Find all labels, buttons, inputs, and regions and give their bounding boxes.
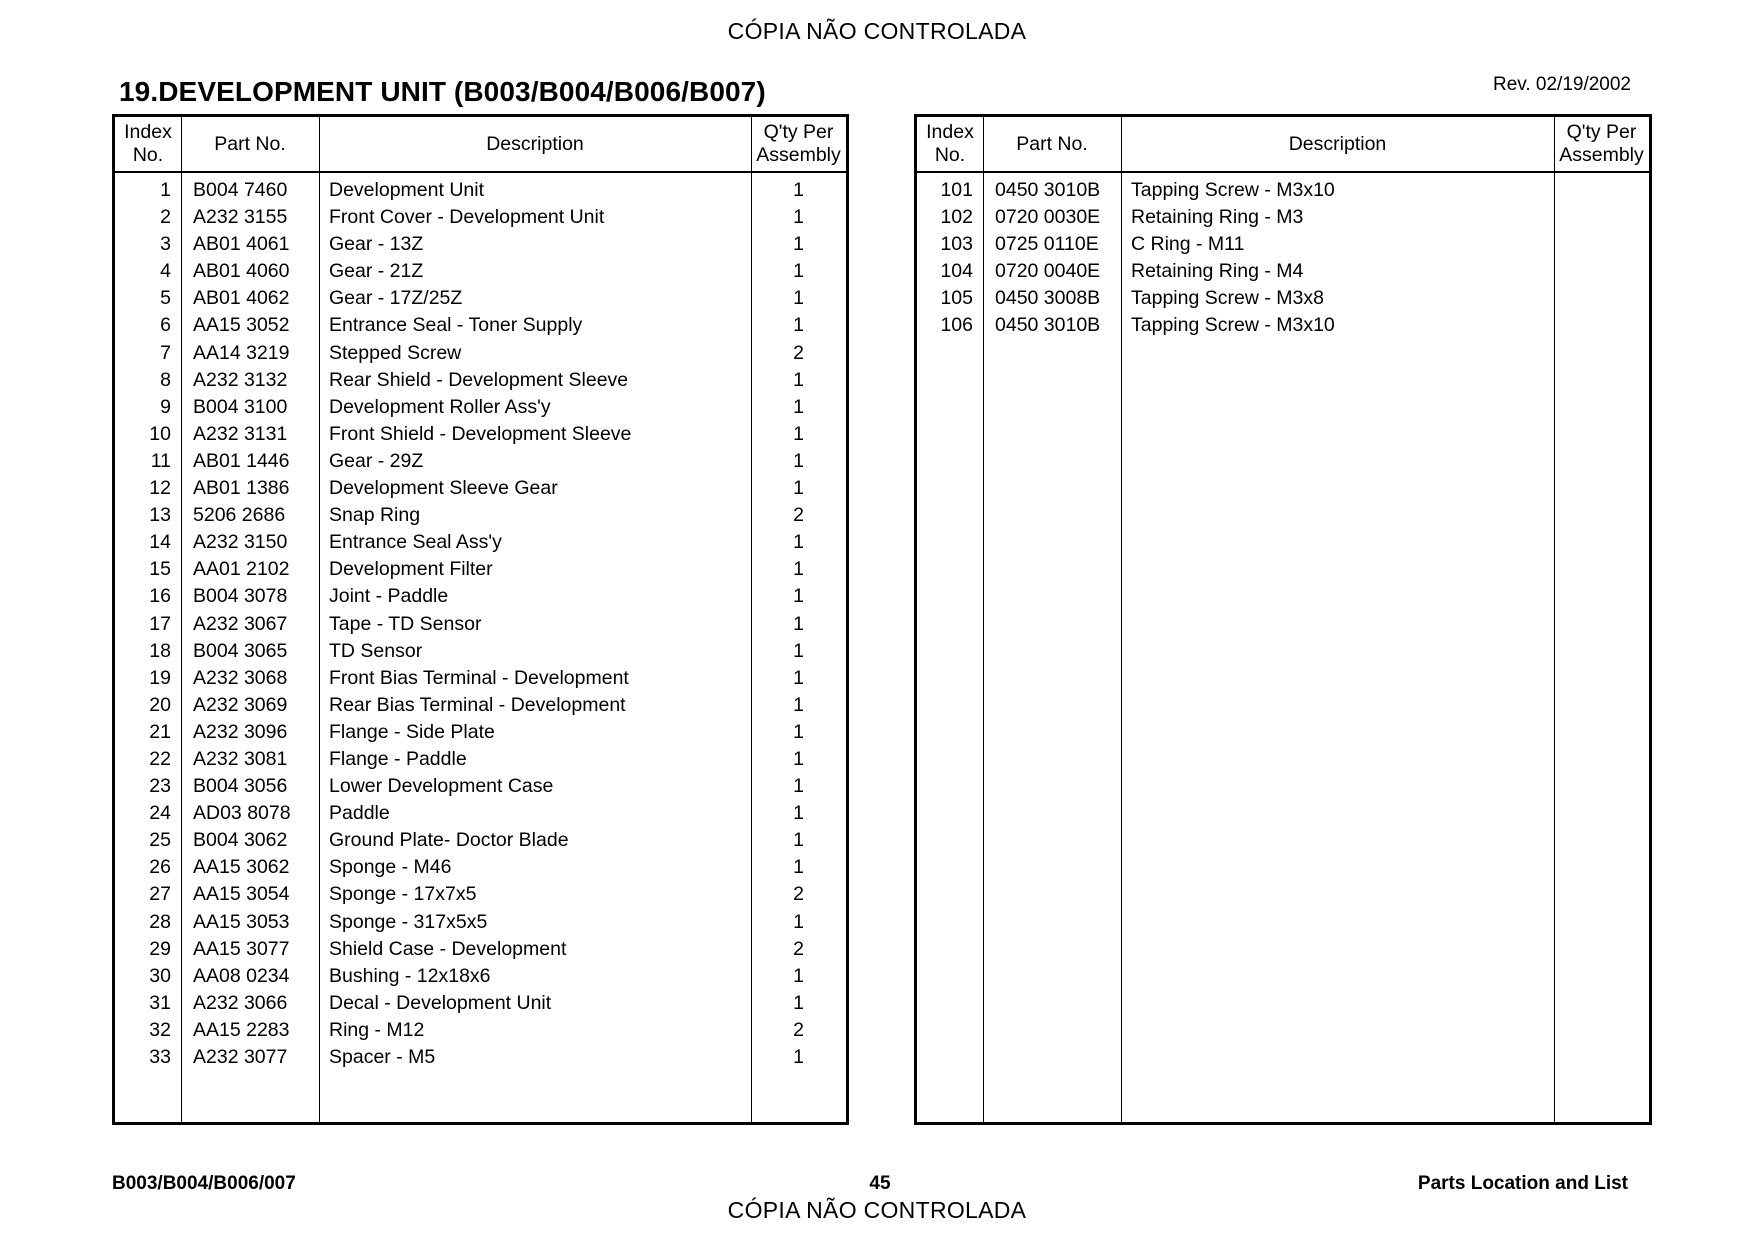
table-row — [115, 231, 846, 258]
cell-description: Sponge - M46 — [329, 856, 452, 879]
cell-index: 12 — [149, 477, 171, 500]
cell-qty: 1 — [793, 829, 804, 852]
header-part-no: Part No. — [1016, 132, 1088, 155]
cell-index: 102 — [940, 206, 973, 229]
cell-part-no: AA08 0234 — [193, 964, 290, 987]
cell-description: Tapping Screw - M3x10 — [1131, 179, 1335, 201]
cell-description: Front Cover - Development Unit — [329, 206, 605, 229]
cell-part-no: AA15 3052 — [193, 314, 290, 337]
cell-description: Flange - Paddle — [329, 747, 467, 770]
cell-index: 4 — [160, 260, 171, 283]
cell-part-no: A232 3077 — [193, 1046, 288, 1068]
table-row — [115, 692, 846, 719]
header-index: Index No. — [926, 121, 974, 166]
cell-index: 5 — [160, 287, 171, 310]
cell-part-no: B004 3065 — [193, 639, 288, 662]
cell-qty: 1 — [793, 585, 804, 608]
cell-qty: 1 — [793, 964, 804, 987]
table-row — [115, 258, 846, 285]
cell-qty: 1 — [793, 179, 804, 201]
cell-description: Snap Ring — [329, 504, 421, 527]
cell-description: Joint - Paddle — [329, 585, 449, 608]
cell-qty: 1 — [793, 856, 804, 879]
uncontrolled-copy-stamp-bottom: CÓPIA NÃO CONTROLADA — [727, 1197, 1027, 1223]
table-row — [115, 556, 846, 583]
revision-date: Rev. 02/19/2002 — [1492, 74, 1631, 95]
cell-index: 33 — [149, 1046, 171, 1068]
cell-part-no: 0720 0030E — [995, 206, 1101, 229]
cell-part-no: A232 3132 — [193, 368, 288, 391]
table-row — [115, 475, 846, 502]
table-row — [115, 529, 846, 556]
cell-description: Development Unit — [329, 179, 484, 201]
header-description: Description — [1288, 132, 1387, 155]
cell-description: Gear - 17Z/25Z — [329, 287, 463, 310]
cell-description: Rear Shield - Development Sleeve — [329, 368, 629, 391]
cell-description: Ground Plate- Doctor Blade — [329, 829, 569, 852]
cell-qty: 1 — [793, 802, 804, 825]
cell-index: 11 — [150, 449, 171, 472]
cell-description: Sponge - 317x5x5 — [329, 910, 488, 933]
cell-qty: 2 — [793, 883, 804, 906]
cell-part-no: 0725 0110E — [995, 233, 1099, 256]
cell-qty: 1 — [793, 747, 804, 770]
cell-index: 20 — [149, 693, 171, 716]
cell-description: Stepped Screw — [329, 341, 462, 364]
cell-part-no: 5206 2686 — [193, 504, 286, 527]
cell-part-no: B004 3078 — [193, 585, 288, 608]
header-index: Index No. — [124, 121, 172, 166]
cell-index: 18 — [149, 639, 171, 662]
table-row — [917, 231, 1649, 258]
cell-qty: 1 — [793, 422, 804, 445]
cell-description: Gear - 29Z — [329, 449, 424, 472]
footer-page-number: 45 — [869, 1173, 891, 1194]
cell-part-no: B004 3062 — [193, 829, 288, 852]
cell-description: Lower Development Case — [329, 775, 554, 798]
cell-part-no: B004 7460 — [193, 179, 288, 201]
table-row — [115, 854, 846, 881]
table-row — [115, 719, 846, 746]
cell-qty: 1 — [793, 910, 804, 933]
cell-part-no: 0450 3010B — [995, 314, 1101, 337]
cell-description: Front Bias Terminal - Development — [329, 666, 629, 689]
table-row — [115, 773, 846, 800]
cell-qty: 1 — [793, 775, 804, 798]
header-description: Description — [486, 132, 584, 155]
table-row — [917, 285, 1649, 312]
table-row — [917, 204, 1649, 231]
table-row — [115, 800, 846, 827]
cell-description: Paddle — [329, 802, 390, 825]
cell-index: 8 — [160, 368, 171, 391]
cell-part-no: AA01 2102 — [193, 558, 290, 581]
cell-qty: 1 — [793, 395, 804, 418]
cell-qty: 1 — [793, 449, 804, 472]
cell-index: 7 — [160, 341, 171, 364]
cell-qty: 1 — [793, 666, 804, 689]
cell-description: Ring - M12 — [329, 1018, 425, 1041]
cell-part-no: AB01 4062 — [193, 287, 290, 310]
cell-qty: 2 — [793, 1018, 804, 1041]
cell-index: 25 — [149, 829, 171, 852]
cell-index: 103 — [940, 233, 973, 256]
table-row — [115, 665, 846, 692]
cell-part-no: A232 3155 — [193, 206, 288, 229]
table-row — [115, 1044, 846, 1071]
cell-description: Tape - TD Sensor — [329, 612, 482, 635]
cell-index: 19 — [149, 666, 171, 689]
cell-index: 21 — [149, 720, 171, 743]
cell-part-no: B004 3100 — [193, 395, 288, 418]
cell-part-no: AB01 1446 — [193, 449, 290, 472]
cell-index: 2 — [160, 206, 171, 229]
cell-index: 101 — [940, 179, 973, 201]
cell-qty: 2 — [793, 341, 804, 364]
cell-index: 15 — [149, 558, 171, 581]
table-row — [115, 963, 846, 990]
table-row — [115, 340, 846, 367]
cell-index: 30 — [149, 964, 171, 987]
table-row — [115, 177, 846, 204]
cell-qty: 2 — [793, 937, 804, 960]
cell-part-no: A232 3068 — [193, 666, 288, 689]
cell-index: 6 — [160, 314, 171, 337]
cell-part-no: 0450 3008B — [995, 287, 1101, 310]
table-rows — [917, 177, 1649, 340]
table-row — [115, 204, 846, 231]
cell-index: 28 — [149, 910, 171, 933]
cell-index: 9 — [160, 395, 171, 418]
cell-index: 29 — [149, 937, 171, 960]
footer-section: Parts Location and List — [1417, 1173, 1628, 1194]
table-row — [115, 746, 846, 773]
cell-description: Gear - 21Z — [329, 260, 424, 283]
cell-index: 17 — [149, 612, 171, 635]
cell-part-no: AD03 8078 — [193, 802, 291, 825]
cell-part-no: AB01 1386 — [193, 477, 290, 500]
cell-qty: 1 — [793, 260, 804, 283]
cell-part-no: A232 3066 — [193, 991, 288, 1014]
cell-description: Tapping Screw - M3x8 — [1131, 287, 1324, 310]
cell-description: TD Sensor — [329, 639, 423, 662]
cell-index: 32 — [149, 1018, 171, 1041]
cell-part-no: AB01 4061 — [193, 233, 290, 256]
cell-qty: 1 — [793, 314, 804, 337]
cell-part-no: A232 3150 — [193, 531, 288, 554]
cell-description: Retaining Ring - M4 — [1131, 260, 1304, 283]
cell-index: 14 — [149, 531, 171, 554]
cell-index: 27 — [149, 883, 171, 906]
cell-qty: 1 — [793, 991, 804, 1014]
table-row — [115, 448, 846, 475]
cell-qty: 1 — [793, 233, 804, 256]
cell-index: 10 — [149, 422, 171, 445]
table-row — [115, 583, 846, 610]
cell-index: 26 — [149, 856, 171, 879]
cell-description: C Ring - M11 — [1131, 233, 1245, 256]
cell-qty: 1 — [793, 531, 804, 554]
cell-index: 31 — [149, 991, 171, 1014]
cell-qty: 1 — [793, 612, 804, 635]
table-row — [917, 312, 1649, 339]
cell-part-no: 0720 0040E — [995, 260, 1101, 283]
cell-part-no: 0450 3010B — [995, 179, 1101, 201]
cell-qty: 1 — [793, 720, 804, 743]
cell-part-no: A232 3067 — [193, 612, 288, 635]
cell-index: 13 — [149, 504, 171, 527]
table-row — [115, 611, 846, 638]
table-row — [115, 421, 846, 448]
cell-qty: 1 — [793, 287, 804, 310]
cell-description: Gear - 13Z — [329, 233, 424, 256]
header-qty: Q'ty Per Assembly — [756, 121, 841, 166]
table-row — [917, 177, 1649, 204]
cell-part-no: AA15 3054 — [193, 883, 290, 906]
cell-index: 23 — [149, 775, 171, 798]
cell-description: Rear Bias Terminal - Development — [329, 693, 626, 716]
cell-description: Front Shield - Development Sleeve — [329, 422, 632, 445]
header-qty: Q'ty Per Assembly — [1559, 121, 1644, 166]
cell-index: 1 — [160, 179, 171, 201]
cell-description: Development Roller Ass'y — [329, 395, 551, 418]
table-row — [115, 394, 846, 421]
cell-part-no: A232 3131 — [193, 422, 288, 445]
parts-table-right — [914, 114, 1652, 1125]
cell-description: Entrance Seal Ass'y — [329, 531, 502, 554]
cell-part-no: B004 3056 — [193, 775, 288, 798]
cell-part-no: A232 3081 — [193, 747, 288, 770]
table-row — [115, 638, 846, 665]
cell-part-no: A232 3069 — [193, 693, 288, 716]
table-row — [115, 827, 846, 854]
table-row — [115, 909, 846, 936]
table-row — [115, 312, 846, 339]
table-row — [115, 502, 846, 529]
cell-index: 104 — [940, 260, 973, 283]
cell-description: Entrance Seal - Toner Supply — [329, 314, 583, 337]
cell-index: 3 — [160, 233, 171, 256]
cell-description: Development Sleeve Gear — [329, 477, 558, 500]
cell-index: 22 — [149, 747, 171, 770]
cell-description: Decal - Development Unit — [329, 991, 552, 1014]
table-row — [115, 990, 846, 1017]
parts-table-left — [112, 114, 849, 1125]
cell-description: Shield Case - Development — [329, 937, 567, 960]
table-row — [115, 936, 846, 963]
cell-description: Development Filter — [329, 558, 493, 581]
cell-index: 105 — [940, 287, 973, 310]
cell-description: Sponge - 17x7x5 — [329, 883, 477, 906]
table-row — [115, 1017, 846, 1044]
cell-qty: 1 — [793, 558, 804, 581]
cell-part-no: AA15 3053 — [193, 910, 290, 933]
cell-part-no: AA14 3219 — [193, 341, 290, 364]
table-row — [917, 258, 1649, 285]
cell-qty: 1 — [793, 368, 804, 391]
table-row — [115, 285, 846, 312]
footer-model: B003/B004/B006/007 — [112, 1173, 296, 1194]
uncontrolled-copy-stamp-top: CÓPIA NÃO CONTROLADA — [727, 18, 1027, 44]
table-rows — [115, 177, 846, 1071]
cell-description: Spacer - M5 — [329, 1046, 436, 1068]
cell-index: 24 — [149, 802, 171, 825]
cell-description: Flange - Side Plate — [329, 720, 495, 743]
cell-qty: 1 — [793, 477, 804, 500]
page-title: 19.DEVELOPMENT UNIT (B003/B004/B006/B007) — [119, 76, 766, 107]
cell-qty: 1 — [793, 693, 804, 716]
cell-description: Retaining Ring - M3 — [1131, 206, 1304, 229]
header-divider — [917, 171, 1649, 173]
cell-qty: 1 — [793, 206, 804, 229]
cell-part-no: AA15 3077 — [193, 937, 290, 960]
cell-part-no: AA15 2283 — [193, 1018, 290, 1041]
header-divider — [115, 171, 846, 173]
cell-description: Bushing - 12x18x6 — [329, 964, 491, 987]
cell-qty: 2 — [793, 504, 804, 527]
cell-description: Tapping Screw - M3x10 — [1131, 314, 1335, 337]
cell-part-no: A232 3096 — [193, 720, 288, 743]
cell-qty: 1 — [793, 639, 804, 662]
header-part-no: Part No. — [214, 132, 286, 155]
cell-part-no: AB01 4060 — [193, 260, 290, 283]
cell-part-no: AA15 3062 — [193, 856, 290, 879]
cell-index: 16 — [149, 585, 171, 608]
table-row — [115, 881, 846, 908]
cell-qty: 1 — [793, 1046, 804, 1068]
table-row — [115, 367, 846, 394]
cell-index: 106 — [940, 314, 973, 337]
